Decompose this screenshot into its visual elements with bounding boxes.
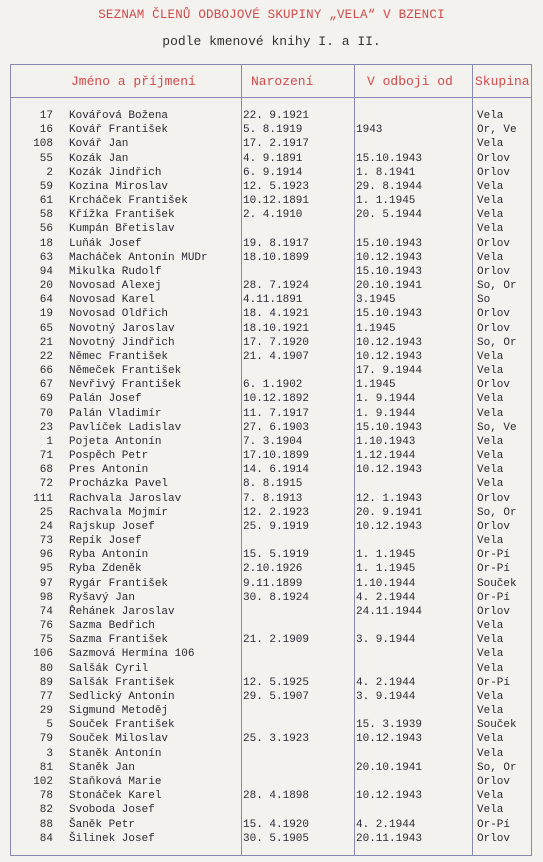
group-name: Souček	[477, 577, 517, 590]
group-name: Vela	[477, 435, 504, 448]
group-name: Vela	[477, 478, 504, 491]
row-number: 61	[39, 195, 53, 208]
page-subtitle: podle kmenové knihy I. a II.	[162, 34, 381, 49]
table-row	[11, 252, 531, 264]
birth-date: 6. 1.1902	[243, 379, 303, 392]
group-name: Or-Pí	[477, 591, 511, 604]
member-name: Pojeta Antonín	[69, 435, 162, 448]
resistance-date: 10.12.1943	[356, 350, 423, 363]
table-row	[11, 762, 531, 774]
group-name: Souček	[477, 719, 517, 732]
table-row	[11, 478, 531, 490]
group-name: Orlov	[477, 775, 511, 788]
row-number: 102	[33, 775, 53, 788]
member-name: Šilinek Josef	[69, 832, 155, 845]
group-name: Vela	[477, 690, 504, 703]
table-row	[11, 776, 531, 788]
group-name: Or-Pí	[477, 676, 511, 689]
member-name: Palán Vladimír	[69, 407, 162, 420]
group-name: Vela	[477, 251, 504, 264]
member-name: Macháček Antonín MUDr	[69, 251, 208, 264]
resistance-date: 15. 3.1939	[356, 719, 423, 732]
row-number: 73	[39, 535, 53, 548]
table-row	[11, 521, 531, 533]
table-row	[11, 804, 531, 816]
group-name: Vela	[477, 733, 504, 746]
table-row	[11, 663, 531, 675]
birth-date: 25. 3.1923	[243, 733, 310, 746]
birth-date: 4.11.1891	[243, 294, 303, 307]
member-name: Rachvala Mojmír	[69, 506, 169, 519]
resistance-date: 1.10.1944	[356, 577, 416, 590]
resistance-date: 3. 9.1944	[356, 634, 416, 647]
group-name: Vela	[477, 393, 504, 406]
group-name: Vela	[477, 110, 504, 122]
member-name: Kovář Jan	[69, 138, 129, 151]
member-name: Řehánek Jaroslav	[69, 605, 175, 618]
birth-date: 21. 4.1907	[243, 350, 310, 363]
birth-date: 28. 7.1924	[243, 280, 310, 293]
birth-date: 6. 9.1914	[243, 166, 303, 179]
member-name: Novosad Alexej	[69, 280, 162, 293]
member-name: Kozák Jindřich	[69, 166, 162, 179]
header-name: Jméno a příjmení	[71, 74, 196, 89]
member-name: Souček František	[69, 719, 175, 732]
group-name: Orlov	[477, 322, 511, 335]
row-number: 96	[39, 549, 53, 562]
row-number: 67	[39, 379, 53, 392]
resistance-date: 4. 2.1944	[356, 818, 416, 831]
table-row	[11, 691, 531, 703]
member-name: Sazma František	[69, 634, 169, 647]
member-name: Novotný Jaroslav	[69, 322, 175, 335]
table-row	[11, 507, 531, 519]
group-name: Vela	[477, 648, 504, 661]
table-row	[11, 422, 531, 434]
row-number: 66	[39, 365, 53, 378]
resistance-date: 4. 2.1944	[356, 676, 416, 689]
table-row	[11, 606, 531, 618]
birth-date: 4. 9.1891	[243, 152, 303, 165]
birth-date: 14. 6.1914	[243, 464, 310, 477]
row-number: 108	[33, 138, 53, 151]
group-name: Orlov	[477, 520, 511, 533]
resistance-date: 20. 9.1941	[356, 506, 423, 519]
table-row	[11, 733, 531, 745]
row-number: 2	[46, 166, 53, 179]
resistance-date: 1. 8.1941	[356, 166, 416, 179]
member-name: Staňková Marie	[69, 775, 162, 788]
member-name: Rygár František	[69, 577, 169, 590]
birth-date: 17. 7.1920	[243, 336, 310, 349]
group-name: Orlov	[477, 605, 511, 618]
group-name: Vela	[477, 790, 504, 803]
table-row	[11, 238, 531, 250]
member-name: Němeček František	[69, 365, 182, 378]
row-number: 18	[39, 237, 53, 250]
header-divider	[11, 97, 531, 98]
table-row	[11, 337, 531, 349]
group-name: Vela	[477, 407, 504, 420]
table-row	[11, 620, 531, 632]
table-row	[11, 677, 531, 689]
group-name: Vela	[477, 535, 504, 548]
member-name: Ryšavý Jan	[69, 591, 136, 604]
group-name: Vela	[477, 195, 504, 208]
member-name: Sazma Bedřich	[69, 620, 155, 633]
resistance-date: 1. 1.1945	[356, 563, 416, 576]
table-row	[11, 153, 531, 165]
birth-date: 11. 7.1917	[243, 407, 310, 420]
birth-date: 7. 3.1904	[243, 435, 303, 448]
row-number: 79	[39, 733, 53, 746]
row-number: 5	[46, 719, 53, 732]
birth-date: 19. 8.1917	[243, 237, 310, 250]
resistance-date: 10.12.1943	[356, 336, 423, 349]
table-row	[11, 365, 531, 377]
member-name: Pavlíček Ladislav	[69, 421, 182, 434]
birth-date: 12. 5.1923	[243, 180, 310, 193]
table-row	[11, 819, 531, 831]
table-row	[11, 308, 531, 320]
table-row	[11, 195, 531, 207]
table-row	[11, 110, 531, 122]
header-group: Skupina	[475, 74, 530, 89]
birth-date: 9.11.1899	[243, 577, 303, 590]
birth-date: 18.10.1921	[243, 322, 310, 335]
group-name: Vela	[477, 223, 504, 236]
table-row	[11, 379, 531, 391]
resistance-date: 1943	[356, 124, 383, 137]
birth-date: 8. 8.1915	[243, 478, 303, 491]
table-row	[11, 167, 531, 179]
group-name: So, Or	[477, 280, 517, 293]
member-name: Staněk Jan	[69, 761, 136, 774]
group-name: Orlov	[477, 492, 511, 505]
resistance-date: 1. 9.1944	[356, 407, 416, 420]
group-name: Orlov	[477, 166, 511, 179]
member-name: Pospěch Petr	[69, 450, 149, 463]
table-row	[11, 124, 531, 136]
birth-date: 21. 2.1909	[243, 634, 310, 647]
member-name: Nevřivý František	[69, 379, 182, 392]
row-number: 59	[39, 180, 53, 193]
member-name: Novosad Oldřich	[69, 308, 169, 321]
table-row	[11, 833, 531, 845]
row-number: 78	[39, 790, 53, 803]
group-name: Vela	[477, 747, 504, 760]
birth-date: 18.10.1899	[243, 251, 310, 264]
row-number: 70	[39, 407, 53, 420]
row-number: 71	[39, 450, 53, 463]
birth-date: 18. 4.1921	[243, 308, 310, 321]
table-row	[11, 450, 531, 462]
birth-date: 2. 4.1910	[243, 209, 303, 222]
table-row	[11, 181, 531, 193]
row-number: 74	[39, 605, 53, 618]
row-number: 25	[39, 506, 53, 519]
birth-date: 15. 5.1919	[243, 549, 310, 562]
table-row	[11, 648, 531, 660]
member-name: Kumpán Břetislav	[69, 223, 175, 236]
group-name: Orlov	[477, 152, 511, 165]
table-row	[11, 323, 531, 335]
member-name: Staněk Antonín	[69, 747, 162, 760]
group-name: So, Or	[477, 761, 517, 774]
birth-date: 5. 8.1919	[243, 124, 303, 137]
member-name: Kovář František	[69, 124, 169, 137]
resistance-date: 10.12.1943	[356, 733, 423, 746]
row-number: 20	[39, 280, 53, 293]
row-number: 3	[46, 747, 53, 760]
table-row	[11, 209, 531, 221]
resistance-date: 3. 9.1944	[356, 690, 416, 703]
row-number: 81	[39, 761, 53, 774]
table-row	[11, 408, 531, 420]
row-number: 55	[39, 152, 53, 165]
member-name: Palán Josef	[69, 393, 142, 406]
table-row	[11, 393, 531, 405]
member-name: Šaněk Petr	[69, 818, 136, 831]
resistance-date: 24.11.1944	[356, 605, 423, 618]
group-name: Or-Pí	[477, 563, 511, 576]
row-number: 111	[33, 492, 53, 505]
group-name: Vela	[477, 350, 504, 363]
birth-date: 27. 6.1903	[243, 421, 310, 434]
members-table	[10, 64, 532, 856]
group-name: Vela	[477, 209, 504, 222]
page-title: SEZNAM ČLENŮ ODBOJOVÉ SKUPINY „VELA“ V BZENCI	[98, 8, 445, 22]
resistance-date: 1.1945	[356, 379, 396, 392]
table-row	[11, 280, 531, 292]
resistance-date: 20.11.1943	[356, 832, 423, 845]
row-number: 23	[39, 421, 53, 434]
header-resistance: V odboji od	[367, 74, 453, 89]
member-name: Novosad Karel	[69, 294, 155, 307]
member-name: Procházka Pavel	[69, 478, 169, 491]
member-name: Sigmund Metoděj	[69, 705, 169, 718]
table-row	[11, 634, 531, 646]
birth-date: 30. 5.1905	[243, 832, 310, 845]
member-name: Rachvala Jaroslav	[69, 492, 182, 505]
resistance-date: 1.10.1943	[356, 435, 416, 448]
resistance-date: 10.12.1943	[356, 520, 423, 533]
group-name: Orlov	[477, 308, 511, 321]
birth-date: 12. 5.1925	[243, 676, 310, 689]
group-name: So, Or	[477, 336, 517, 349]
table-row	[11, 719, 531, 731]
member-name: Salšák Cyril	[69, 662, 149, 675]
resistance-date: 10.12.1943	[356, 790, 423, 803]
row-number: 94	[39, 265, 53, 278]
group-name: So, Ve	[477, 421, 517, 434]
resistance-date: 20.10.1941	[356, 761, 423, 774]
member-name: Kozák Jan	[69, 152, 129, 165]
resistance-date: 15.10.1943	[356, 421, 423, 434]
table-row	[11, 748, 531, 760]
table-row	[11, 705, 531, 717]
birth-date: 17. 2.1917	[243, 138, 310, 151]
group-name: Or, Ve	[477, 124, 517, 137]
row-number: 98	[39, 591, 53, 604]
row-number: 76	[39, 620, 53, 633]
group-name: Vela	[477, 705, 504, 718]
table-row	[11, 493, 531, 505]
resistance-date: 4. 2.1944	[356, 591, 416, 604]
member-name: Rajskup Josef	[69, 520, 155, 533]
row-number: 72	[39, 478, 53, 491]
group-name: Orlov	[477, 237, 511, 250]
resistance-date: 10.12.1943	[356, 251, 423, 264]
table-row	[11, 549, 531, 561]
row-number: 68	[39, 464, 53, 477]
row-number: 82	[39, 804, 53, 817]
row-number: 29	[39, 705, 53, 718]
member-name: Krcháček František	[69, 195, 188, 208]
table-row	[11, 578, 531, 590]
resistance-date: 1. 9.1944	[356, 393, 416, 406]
resistance-date: 15.10.1943	[356, 308, 423, 321]
member-name: Ryba Antonín	[69, 549, 149, 562]
birth-date: 30. 8.1924	[243, 591, 310, 604]
group-name: Vela	[477, 138, 504, 151]
row-number: 69	[39, 393, 53, 406]
row-number: 22	[39, 350, 53, 363]
table-row	[11, 294, 531, 306]
row-number: 75	[39, 634, 53, 647]
group-name: Vela	[477, 634, 504, 647]
member-name: Pres Antonín	[69, 464, 149, 477]
member-name: Ryba Zdeněk	[69, 563, 142, 576]
birth-date: 29. 5.1907	[243, 690, 310, 703]
resistance-date: 20.10.1941	[356, 280, 423, 293]
table-row	[11, 436, 531, 448]
member-name: Sedlický Antonín	[69, 690, 175, 703]
member-name: Luňák Josef	[69, 237, 142, 250]
row-number: 21	[39, 336, 53, 349]
row-number: 84	[39, 832, 53, 845]
table-row	[11, 563, 531, 575]
row-number: 95	[39, 563, 53, 576]
row-number: 19	[39, 308, 53, 321]
resistance-date: 20. 5.1944	[356, 209, 423, 222]
group-name: Orlov	[477, 379, 511, 392]
resistance-date: 29. 8.1944	[356, 180, 423, 193]
birth-date: 2.10.1926	[243, 563, 303, 576]
table-row	[11, 535, 531, 547]
row-number: 24	[39, 520, 53, 533]
row-number: 88	[39, 818, 53, 831]
table-row	[11, 592, 531, 604]
group-name: So, Or	[477, 506, 517, 519]
group-name: Or-Pí	[477, 818, 511, 831]
birth-date: 7. 8.1913	[243, 492, 303, 505]
group-name: Or-Pí	[477, 549, 511, 562]
member-name: Sazmová Hermína 106	[69, 648, 195, 661]
row-number: 80	[39, 662, 53, 675]
table-row	[11, 266, 531, 278]
resistance-date: 1. 1.1945	[356, 195, 416, 208]
member-name: Novotný Jindřich	[69, 336, 175, 349]
birth-date: 22. 9.1921	[243, 110, 310, 122]
birth-date: 12. 2.1923	[243, 506, 310, 519]
birth-date: 10.12.1891	[243, 195, 310, 208]
resistance-date: 15.10.1943	[356, 265, 423, 278]
member-name: Němec František	[69, 350, 169, 363]
resistance-date: 3.1945	[356, 294, 396, 307]
row-number: 106	[33, 648, 53, 661]
group-name: Orlov	[477, 265, 511, 278]
header-born: Narození	[251, 74, 314, 89]
birth-date: 15. 4.1920	[243, 818, 310, 831]
row-number: 77	[39, 690, 53, 703]
group-name: Orlov	[477, 832, 511, 845]
group-name: Vela	[477, 365, 504, 378]
group-name: Vela	[477, 620, 504, 633]
table-row	[11, 790, 531, 802]
row-number: 56	[39, 223, 53, 236]
table-row	[11, 138, 531, 150]
member-name: Svoboda Josef	[69, 804, 155, 817]
group-name: Vela	[477, 464, 504, 477]
row-number: 65	[39, 322, 53, 335]
member-name: Kovářová Božena	[69, 110, 169, 122]
member-name: Mikulka Rudolf	[69, 265, 162, 278]
resistance-date: 10.12.1943	[356, 464, 423, 477]
table-row	[11, 464, 531, 476]
table-row	[11, 351, 531, 363]
table-row	[11, 223, 531, 235]
group-name: Vela	[477, 180, 504, 193]
member-name: Souček Miloslav	[69, 733, 169, 746]
birth-date: 10.12.1892	[243, 393, 310, 406]
group-name: So	[477, 294, 491, 307]
resistance-date: 17. 9.1944	[356, 365, 423, 378]
birth-date: 25. 9.1919	[243, 520, 310, 533]
row-number: 1	[46, 435, 53, 448]
birth-date: 17.10.1899	[243, 450, 310, 463]
resistance-date: 12. 1.1943	[356, 492, 423, 505]
row-number: 58	[39, 209, 53, 222]
row-number: 64	[39, 294, 53, 307]
member-name: Stonáček Karel	[69, 790, 162, 803]
row-number: 63	[39, 251, 53, 264]
resistance-date: 1.12.1944	[356, 450, 416, 463]
member-name: Salšák František	[69, 676, 175, 689]
group-name: Vela	[477, 662, 504, 675]
member-name: Repík Josef	[69, 535, 142, 548]
group-name: Vela	[477, 450, 504, 463]
row-number: 89	[39, 676, 53, 689]
resistance-date: 1.1945	[356, 322, 396, 335]
member-name: Křížka František	[69, 209, 175, 222]
resistance-date: 1. 1.1945	[356, 549, 416, 562]
group-name: Vela	[477, 804, 504, 817]
birth-date: 28. 4.1898	[243, 790, 310, 803]
row-number: 17	[39, 110, 53, 122]
member-name: Kozina Miroslav	[69, 180, 169, 193]
row-number: 16	[39, 124, 53, 137]
resistance-date: 15.10.1943	[356, 152, 423, 165]
row-number: 97	[39, 577, 53, 590]
resistance-date: 15.10.1943	[356, 237, 423, 250]
